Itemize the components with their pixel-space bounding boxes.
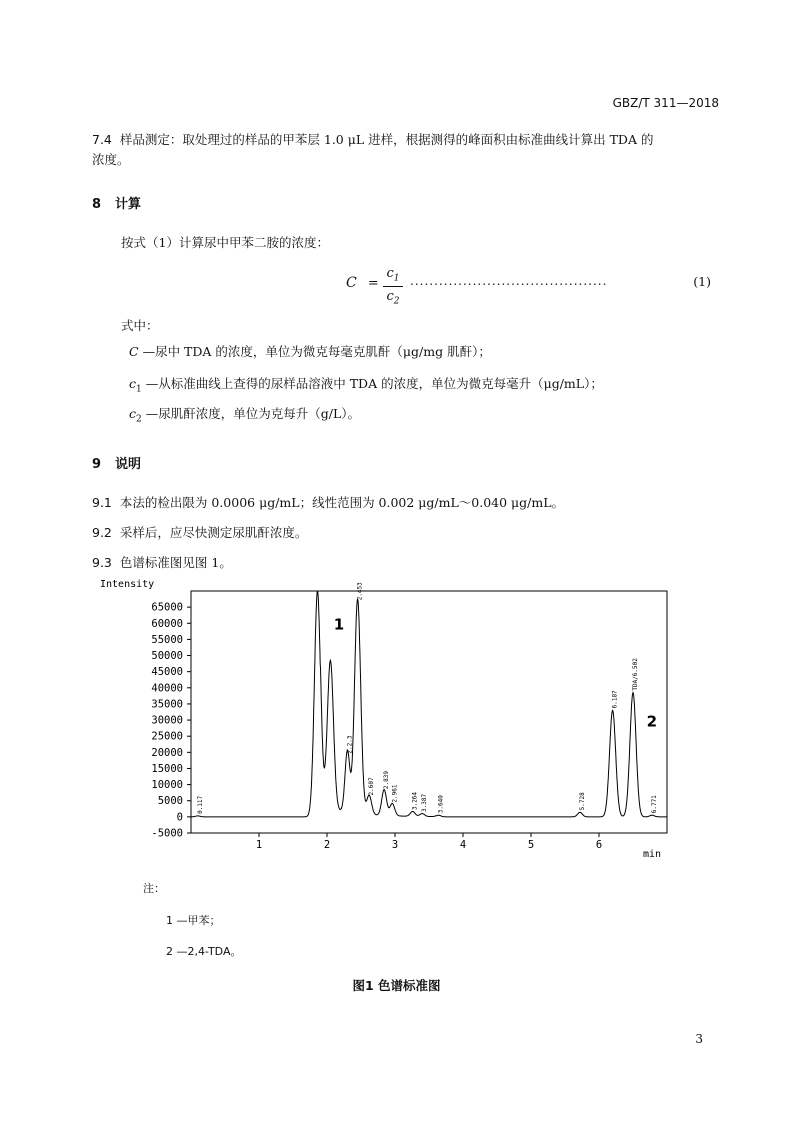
def-text: —从标准曲线上查得的尿样品溶液中 TDA 的浓度，单位为微克每毫升（μg/mL）；	[145, 376, 603, 391]
peak-label: 3.264	[411, 791, 419, 811]
section-7-4-line1	[92, 131, 653, 149]
x-tick-label: 1	[255, 839, 263, 851]
figure-note-item: 1 —甲苯；	[166, 914, 221, 927]
formula-fraction	[383, 266, 403, 306]
x-tick-label: 3	[391, 839, 399, 851]
x-axis-label: min	[643, 849, 662, 860]
item-9-2	[92, 524, 307, 542]
numerator-subscript: 1	[393, 273, 400, 284]
definition-c1	[129, 375, 603, 399]
def-text: —尿肌酐浓度，单位为克每升（g/L）。	[145, 406, 361, 421]
item-text: 采样后，应尽快测定尿肌酐浓度。	[119, 525, 308, 540]
item-9-3	[92, 554, 232, 572]
peak-label: 3.640	[437, 795, 445, 814]
item-number: 9.2	[92, 525, 112, 540]
x-tick-label: 2	[323, 839, 331, 851]
def-symbol: C	[129, 344, 139, 359]
section-number: 8	[92, 197, 102, 212]
section-number: 9	[92, 457, 102, 472]
fraction-bar	[383, 286, 403, 287]
peak-label: 2.607	[368, 777, 376, 796]
numerator-symbol: c	[386, 266, 394, 281]
y-tick-label: 35000	[151, 698, 183, 711]
peak-label: TDA/6.502	[632, 658, 639, 691]
chromatogram-trace	[191, 591, 667, 817]
definition-C	[129, 343, 491, 367]
y-axis-ticks	[151, 602, 191, 840]
def-symbol: c	[129, 406, 137, 421]
formula-lhs	[346, 272, 379, 291]
peak-label: 2.961	[391, 784, 399, 803]
y-tick-label: 40000	[151, 682, 183, 695]
definition-c2	[129, 405, 360, 429]
def-subscript: 1	[136, 384, 142, 395]
y-tick-label: 45000	[151, 666, 183, 679]
item-number: 9.3	[92, 555, 112, 570]
section-title: 说明	[115, 457, 142, 472]
formula-symbol-C: C	[346, 275, 357, 291]
y-tick-label: 65000	[151, 601, 183, 614]
formula-numerator	[383, 266, 403, 284]
peak-label: 3.387	[421, 793, 429, 812]
section-7-4-line2: 浓度。	[92, 152, 130, 167]
section-number: 7.4	[92, 132, 112, 147]
y-tick-label: 25000	[151, 730, 183, 743]
peak-labels	[197, 582, 658, 814]
def-text: —尿中 TDA 的浓度，单位为微克每毫克肌酐（μg/mg 肌酐）；	[142, 344, 491, 359]
item-text: 本法的检出限为 0.0006 μg/mL；线性范围为 0.002 μg/mL～0.040 μg/mL。	[119, 495, 565, 510]
figure-note-label: 注：	[143, 882, 165, 895]
x-tick-label: 6	[595, 839, 603, 851]
formula-leader-dots: .........................................	[410, 274, 608, 288]
chromatogram-chart	[95, 575, 695, 865]
peak-number-annotation: 2	[646, 712, 658, 731]
peak-label: 6.771	[651, 795, 659, 814]
item-9-1	[92, 494, 564, 512]
paragraph-text: 样品测定：取处理过的样品的甲苯层 1.0 μL 进样，根据测得的峰面积由标准曲线计算出 TDA 的	[119, 132, 654, 147]
y-tick-label: 10000	[151, 779, 183, 792]
item-number: 9.1	[92, 495, 112, 510]
y-tick-label: 30000	[151, 714, 183, 727]
figure-caption: 图1 色谱标准图	[352, 978, 441, 993]
y-tick-label: 50000	[151, 650, 183, 663]
peak-label: 6.187	[611, 690, 619, 709]
formula-intro: 按式（1）计算尿中甲苯二胺的浓度：	[121, 235, 329, 250]
def-symbol: c	[129, 376, 137, 391]
y-tick-label: 5000	[157, 795, 183, 808]
y-tick-label: -5000	[151, 827, 183, 840]
page-number: 3	[695, 1032, 703, 1046]
denominator-subscript: 2	[393, 296, 400, 307]
y-axis-label: Intensity	[100, 579, 155, 590]
figure-note-item: 2 —2,4-TDA。	[166, 945, 242, 958]
x-axis-ticks	[256, 833, 602, 851]
item-text: 色谱标准图见图 1。	[119, 555, 232, 570]
equation-number: (1)	[693, 274, 711, 289]
formula-denominator	[383, 289, 403, 307]
peak-label: 2.2.3	[346, 735, 354, 754]
y-tick-label: 60000	[151, 617, 183, 630]
peak-label: 2.453	[356, 582, 364, 601]
y-tick-label: 55000	[151, 633, 183, 646]
section-title: 计算	[115, 197, 142, 212]
standard-number: GBZ/T 311—2018	[612, 96, 719, 110]
section-8-heading	[92, 193, 141, 212]
formula-equals: =	[367, 276, 379, 291]
x-tick-label: 4	[459, 839, 467, 851]
y-tick-label: 20000	[151, 746, 183, 759]
peak-label: 5.728	[578, 792, 586, 811]
where-label: 式中：	[121, 318, 159, 333]
section-9-heading	[92, 453, 141, 472]
x-tick-label: 5	[527, 839, 535, 851]
def-subscript: 2	[136, 414, 142, 425]
plot-frame	[191, 591, 667, 833]
peak-annotations	[334, 616, 657, 731]
peak-label: 0.117	[196, 795, 204, 814]
peak-label: 2.839	[383, 770, 391, 790]
y-tick-label: 15000	[151, 762, 183, 775]
y-tick-label: 0	[176, 811, 183, 824]
denominator-symbol: c	[386, 288, 394, 304]
peak-number-annotation: 1	[333, 615, 345, 634]
